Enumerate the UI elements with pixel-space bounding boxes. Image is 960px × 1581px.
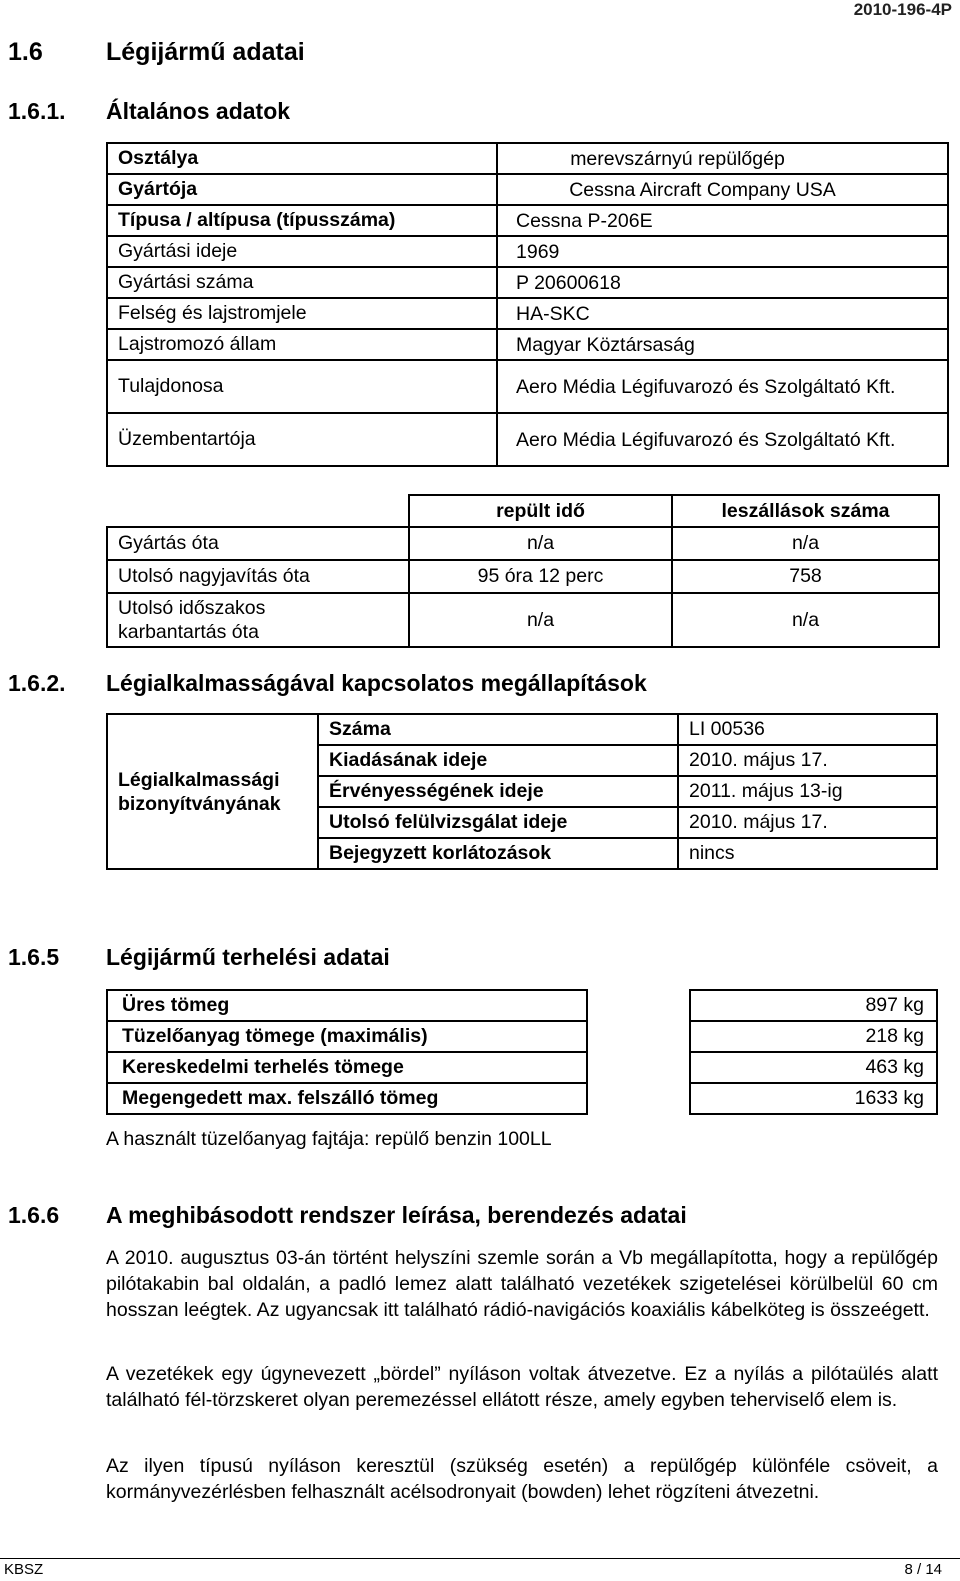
table-row: [107, 1021, 937, 1052]
row-value: 2010. május 17.: [678, 807, 937, 838]
row-label: Lajstromozó állam: [107, 329, 497, 360]
column-header: leszállások száma: [672, 495, 939, 527]
row-value: 2010. május 17.: [678, 745, 937, 776]
row-value: Cessna P-206E: [497, 205, 948, 236]
row-value: Magyar Köztársaság: [497, 329, 948, 360]
table-row: [107, 298, 948, 329]
row-label: Kiadásának ideje: [318, 745, 678, 776]
table-row: [107, 560, 939, 593]
section-title: Légijármű terhelési adatai: [106, 944, 390, 970]
table-row: [107, 143, 948, 174]
table-row: [107, 1052, 937, 1083]
spacer-cell: [587, 990, 690, 1021]
spacer-cell: [587, 1083, 690, 1114]
fuel-type-note: A használt tüzelőanyag fajtája: repülő benzin 100LL: [106, 1128, 552, 1150]
row-label: Üres tömeg: [107, 990, 587, 1021]
landings-count: n/a: [672, 593, 939, 647]
certificate-label: Légialkalmassági bizonyítványának: [107, 714, 318, 869]
row-label: Kereskedelmi terhelés tömege: [107, 1052, 587, 1083]
table-row: [107, 329, 948, 360]
row-label: Tulajdonosa: [107, 360, 497, 413]
section-title: Légialkalmasságával kapcsolatos megállapítások: [106, 670, 647, 696]
footer-org: KBSZ: [4, 1561, 44, 1578]
row-label: Bejegyzett korlátozások: [318, 838, 678, 869]
table-row: [107, 267, 948, 298]
row-value: LI 00536: [678, 714, 937, 745]
row-value: nincs: [678, 838, 937, 869]
spacer-cell: [587, 1021, 690, 1052]
table-row: [107, 527, 939, 560]
table-row: [107, 413, 948, 466]
table-row: [107, 236, 948, 267]
row-label: Tüzelőanyag tömege (maximális): [107, 1021, 587, 1052]
table-row: [107, 990, 937, 1021]
empty-header-cell: [107, 495, 409, 527]
page-number: 8 / 14: [904, 1561, 942, 1578]
landings-count: n/a: [672, 527, 939, 560]
paragraph: A vezetékek egy úgynevezett „bördel” nyíláson voltak átvezetve. Ez a nyílás a pilótaülés alatt található fél-törzskeret olyan peremezéssel ellátott része, amely egyben teherviselő elem is.: [106, 1363, 938, 1411]
section-heading-1-6-2: [8, 670, 647, 697]
row-value: HA-SKC: [497, 298, 948, 329]
row-label: Utolsó felülvizsgálat ideje: [318, 807, 678, 838]
row-value: 218 kg: [690, 1021, 937, 1052]
paragraph: Az ilyen típusú nyíláson keresztül (szükség esetén) a repülőgép különféle csöveit, a kormányvezérlésben felhasznált acélsodronyait (bowden) lehet rögzíteni átvezetni.: [106, 1455, 938, 1503]
section-number: 1.6.5: [8, 944, 60, 970]
section-number: 1.6: [8, 38, 43, 66]
row-label: Megengedett max. felszálló tömeg: [107, 1083, 587, 1114]
flight-hours-table: [106, 494, 940, 648]
row-label-text: Utolsó időszakos karbantartás óta: [118, 597, 266, 643]
row-value: 1633 kg: [690, 1083, 937, 1114]
row-value: 1969: [497, 236, 948, 267]
row-value: merevszárnyú repülőgép: [497, 143, 948, 174]
table-row: [107, 360, 948, 413]
row-label: Felség és lajstromjele: [107, 298, 497, 329]
row-label: Gyártási száma: [107, 267, 497, 298]
landings-count: 758: [672, 560, 939, 593]
section-heading-1-6-6: [8, 1202, 687, 1229]
row-label: Érvényességének ideje: [318, 776, 678, 807]
section-number: 1.6.6: [8, 1202, 60, 1228]
section-title: A meghibásodott rendszer leírása, berendezés adatai: [106, 1202, 687, 1228]
row-label: Üzembentartója: [107, 413, 497, 466]
table-row: [107, 1083, 937, 1114]
row-label: Gyártója: [107, 174, 497, 205]
row-label: Gyártási ideje: [107, 236, 497, 267]
section-heading-1-6-5: [8, 944, 390, 971]
table-row: [107, 593, 939, 647]
row-value: Cessna Aircraft Company USA: [497, 174, 948, 205]
general-data-table: [106, 142, 949, 467]
row-label: Utolsó nagyjavítás óta: [107, 560, 409, 593]
column-header: repült idő: [409, 495, 672, 527]
section-heading-1-6-1: [8, 98, 290, 125]
table-row: [107, 205, 948, 236]
row-value: Aero Média Légifuvarozó és Szolgáltató Kft.: [497, 413, 948, 466]
row-label: Típusa / altípusa (típusszáma): [107, 205, 497, 236]
row-value: 463 kg: [690, 1052, 937, 1083]
flown-time: n/a: [409, 527, 672, 560]
flown-time: 95 óra 12 perc: [409, 560, 672, 593]
section-heading-1-6: [8, 38, 305, 67]
row-value: 2011. május 13-ig: [678, 776, 937, 807]
row-value: P 20600618: [497, 267, 948, 298]
spacer-cell: [587, 1052, 690, 1083]
row-label: Gyártás óta: [107, 527, 409, 560]
table-row: [107, 714, 937, 745]
document-id: 2010-196-4P: [853, 0, 952, 19]
table-header-row: [107, 495, 939, 527]
row-value: Aero Média Légifuvarozó és Szolgáltató Kft.: [497, 360, 948, 413]
row-label: Osztálya: [107, 143, 497, 174]
row-label: Száma: [318, 714, 678, 745]
section-number: 1.6.1.: [8, 98, 66, 124]
airworthiness-table: [106, 713, 938, 870]
footer-divider: [0, 1558, 960, 1559]
paragraph: A 2010. augusztus 03-án történt helyszíni szemle során a Vb megállapította, hogy a repülőgép pilótakabin bal oldalán, a padló lemez alatt található vezetékek szigetelései körülbelül 60 cm hosszan leégtek. Az ugyancsak itt található rádió-navigációs koaxiális kábelköteg is összeégett.: [106, 1247, 938, 1321]
section-number: 1.6.2.: [8, 670, 66, 696]
flown-time: n/a: [409, 593, 672, 647]
table-row: [107, 174, 948, 205]
section-title: Általános adatok: [106, 98, 291, 124]
section-title: Légijármű adatai: [106, 38, 305, 66]
load-data-table: [106, 989, 938, 1115]
row-value: 897 kg: [690, 990, 937, 1021]
row-label: [107, 593, 409, 647]
